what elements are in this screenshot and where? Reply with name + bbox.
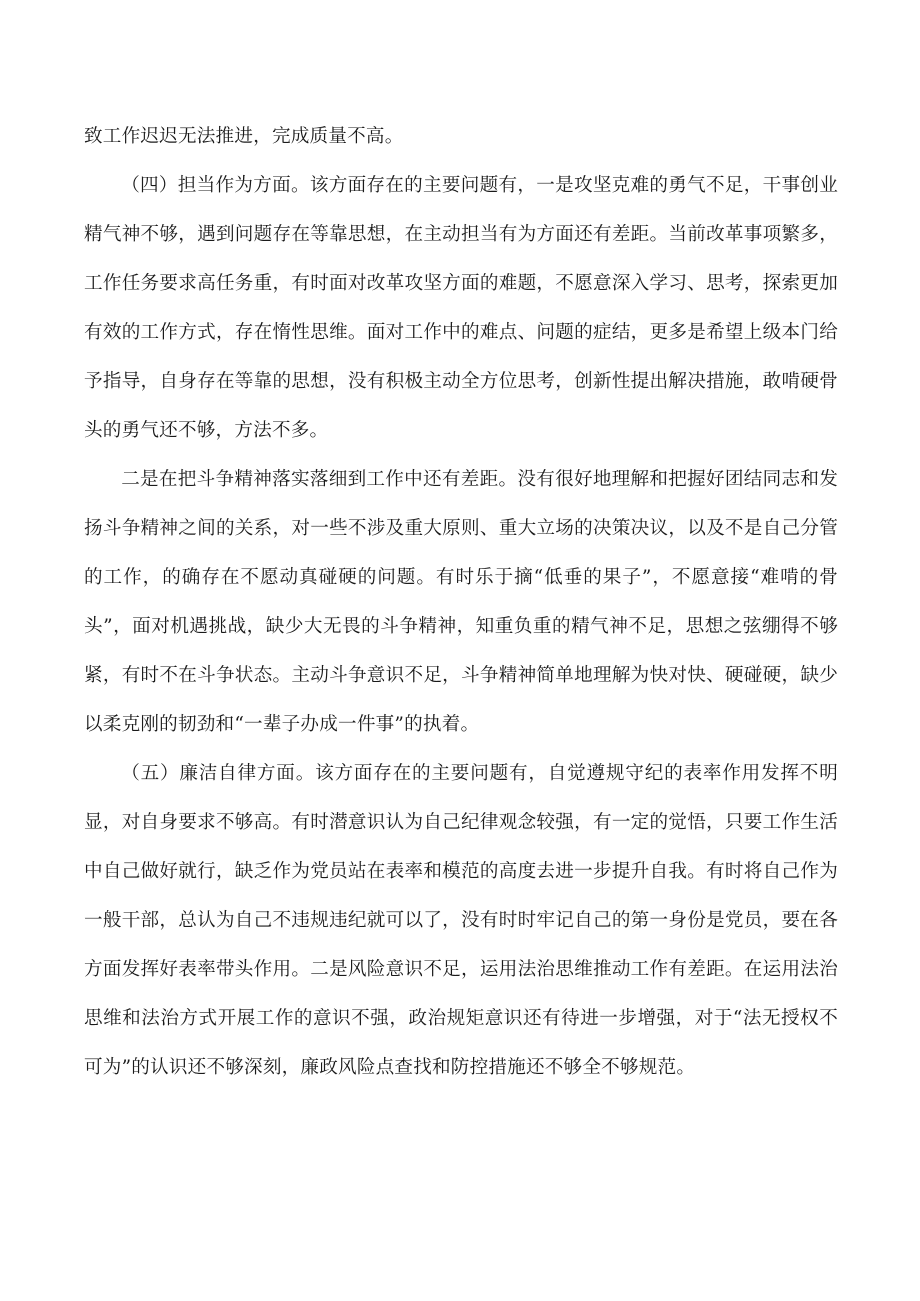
paragraph-section-five: （五）廉洁自律方面。该方面存在的主要问题有，自觉遵规守纪的表率作用发挥不明显，对自身要求不够高。有时潜意识认为自己纪律观念较强，有一定的觉悟，只要工作生活中自己做好就行，缺乏作为党员站在表率和模范的高度去进一步提升自我。有时将自己作为一般干部，总认为自己不违规违纪就可以了，没有时时牢记自己的第一身份是党员，要在各方面发挥好表率带头作用。二是风险意识不足，运用法治思维推动工作有差距。在运用法治思维和法治方式开展工作的意识不强，政治规矩意识还有待进一步增强，对于“法无授权不可为”的认识还不够深刻，廉政风险点查找和防控措施还不够全不够规范。 — [84, 763, 838, 1078]
document-body — [84, 112, 838, 1092]
paragraph-continuation: 致工作迟迟无法推进，完成质量不高。 — [84, 126, 404, 147]
paragraph-section-four: （四）担当作为方面。该方面存在的主要问题有，一是攻坚克难的勇气不足，干事创业精气神不够，遇到问题存在等靠思想，在主动担当有为方面还有差距。当前改革事项繁多，工作任务要求高任务重，有时面对改革攻坚方面的难题，不愿意深入学习、思考，探索更加有效的工作方式，存在惰性思维。面对工作中的难点、问题的症结，更多是希望上级本门给予指导，自身存在等靠的思想，没有积极主动全方位思考，创新性提出解决措施，敢啃硬骨头的勇气还不够，方法不多。 — [84, 175, 838, 441]
paragraph-struggle-spirit: 二是在把斗争精神落实落细到工作中还有差距。没有很好地理解和把握好团结同志和发扬斗争精神之间的关系，对一些不涉及重大原则、重大立场的决策决议，以及不是自己分管的工作，的确存在不愿动真碰硬的问题。有时乐于摘“低垂的果子”，不愿意接“难啃的骨头”，面对机遇挑战，缺少大无畏的斗争精神，知重负重的精气神不足，思想之弦绷得不够紧，有时不在斗争状态。主动斗争意识不足，斗争精神简单地理解为快对快、硬碰硬，缺少以柔克刚的韧劲和“一辈子办成一件事”的执着。 — [84, 469, 838, 735]
